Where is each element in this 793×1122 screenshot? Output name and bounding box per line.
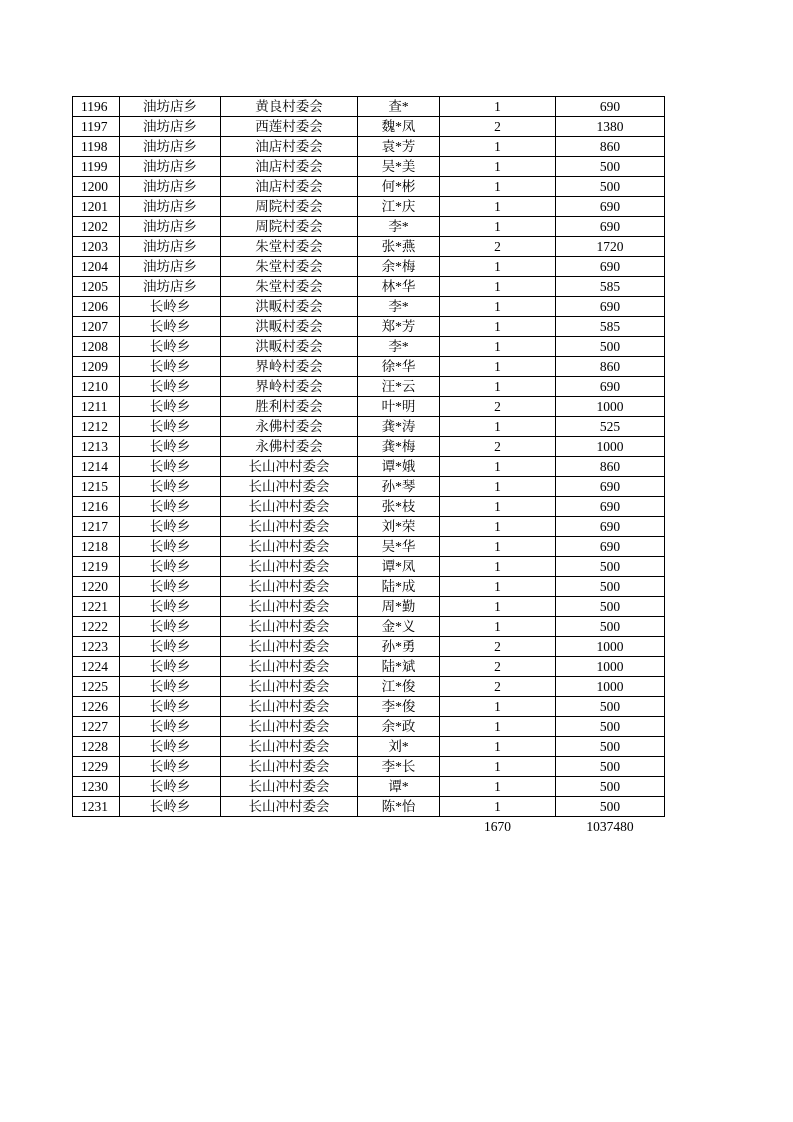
village-committee-cell: 界岭村委会 — [221, 377, 358, 397]
household-count-cell: 1 — [440, 717, 556, 737]
row-number: 1218 — [73, 537, 120, 557]
person-name-cell: 龚*梅 — [358, 437, 440, 457]
table-row — [73, 657, 665, 677]
township-cell: 长岭乡 — [120, 677, 221, 697]
person-name-cell: 江*俊 — [358, 677, 440, 697]
row-number: 1211 — [73, 397, 120, 417]
village-committee-cell: 油店村委会 — [221, 177, 358, 197]
table-row — [73, 297, 665, 317]
person-name-cell: 袁*芳 — [358, 137, 440, 157]
amount-cell: 500 — [556, 737, 665, 757]
village-committee-cell: 洪畈村委会 — [221, 317, 358, 337]
amount-cell: 690 — [556, 377, 665, 397]
table-row — [73, 237, 665, 257]
amount-cell: 1000 — [556, 657, 665, 677]
table-row — [73, 717, 665, 737]
row-number: 1225 — [73, 677, 120, 697]
village-committee-cell: 油店村委会 — [221, 157, 358, 177]
person-name-cell: 刘*荣 — [358, 517, 440, 537]
amount-cell: 860 — [556, 137, 665, 157]
table-row — [73, 397, 665, 417]
amount-cell: 690 — [556, 477, 665, 497]
village-committee-cell: 长山冲村委会 — [221, 797, 358, 817]
household-count-cell: 1 — [440, 517, 556, 537]
amount-cell: 500 — [556, 337, 665, 357]
person-name-cell: 何*彬 — [358, 177, 440, 197]
total-row — [73, 817, 665, 837]
person-name-cell: 李*俊 — [358, 697, 440, 717]
row-number: 1227 — [73, 717, 120, 737]
household-count-cell: 1 — [440, 337, 556, 357]
township-cell: 长岭乡 — [120, 457, 221, 477]
household-count-cell: 1 — [440, 277, 556, 297]
household-count-cell: 1 — [440, 417, 556, 437]
table-row — [73, 197, 665, 217]
person-name-cell: 汪*云 — [358, 377, 440, 397]
village-committee-cell: 洪畈村委会 — [221, 297, 358, 317]
person-name-cell: 龚*涛 — [358, 417, 440, 437]
amount-cell: 1000 — [556, 637, 665, 657]
village-committee-cell: 黄良村委会 — [221, 97, 358, 117]
total-amount: 1037480 — [586, 819, 634, 834]
household-count-cell: 2 — [440, 237, 556, 257]
row-number: 1204 — [73, 257, 120, 277]
person-name-cell: 张*燕 — [358, 237, 440, 257]
total-count: 1670 — [484, 819, 511, 834]
township-cell: 油坊店乡 — [120, 157, 221, 177]
household-count-cell: 2 — [440, 677, 556, 697]
amount-cell: 500 — [556, 597, 665, 617]
table-row — [73, 277, 665, 297]
township-cell: 长岭乡 — [120, 437, 221, 457]
row-number: 1215 — [73, 477, 120, 497]
table-row — [73, 437, 665, 457]
person-name-cell: 余*梅 — [358, 257, 440, 277]
township-cell: 长岭乡 — [120, 397, 221, 417]
township-cell: 油坊店乡 — [120, 217, 221, 237]
household-count-cell: 1 — [440, 357, 556, 377]
row-number: 1213 — [73, 437, 120, 457]
table-row — [73, 337, 665, 357]
row-number: 1212 — [73, 417, 120, 437]
township-cell: 长岭乡 — [120, 417, 221, 437]
township-cell: 油坊店乡 — [120, 177, 221, 197]
amount-cell: 500 — [556, 757, 665, 777]
amount-cell: 585 — [556, 317, 665, 337]
row-number: 1210 — [73, 377, 120, 397]
village-committee-cell: 朱堂村委会 — [221, 257, 358, 277]
amount-cell: 690 — [556, 197, 665, 217]
person-name-cell: 刘* — [358, 737, 440, 757]
table-row — [73, 557, 665, 577]
household-count-cell: 1 — [440, 97, 556, 117]
amount-cell: 1720 — [556, 237, 665, 257]
table-row — [73, 597, 665, 617]
amount-cell: 500 — [556, 577, 665, 597]
household-count-cell: 1 — [440, 197, 556, 217]
amount-cell: 585 — [556, 277, 665, 297]
township-cell: 长岭乡 — [120, 697, 221, 717]
table-row — [73, 537, 665, 557]
row-number: 1216 — [73, 497, 120, 517]
township-cell: 油坊店乡 — [120, 257, 221, 277]
table-row — [73, 257, 665, 277]
household-count-cell: 1 — [440, 157, 556, 177]
row-number: 1223 — [73, 637, 120, 657]
row-number: 1200 — [73, 177, 120, 197]
amount-cell: 690 — [556, 257, 665, 277]
row-number: 1198 — [73, 137, 120, 157]
row-number: 1230 — [73, 777, 120, 797]
township-cell: 长岭乡 — [120, 637, 221, 657]
person-name-cell: 金*义 — [358, 617, 440, 637]
township-cell: 长岭乡 — [120, 777, 221, 797]
household-count-cell: 1 — [440, 757, 556, 777]
township-cell: 长岭乡 — [120, 477, 221, 497]
table-body — [73, 97, 665, 817]
row-number: 1224 — [73, 657, 120, 677]
table-row — [73, 217, 665, 237]
person-name-cell: 吴*华 — [358, 537, 440, 557]
village-committee-cell: 长山冲村委会 — [221, 737, 358, 757]
household-count-cell: 1 — [440, 597, 556, 617]
household-count-cell: 1 — [440, 377, 556, 397]
table-row — [73, 637, 665, 657]
table-row — [73, 577, 665, 597]
amount-cell: 1000 — [556, 677, 665, 697]
row-number: 1229 — [73, 757, 120, 777]
row-number: 1226 — [73, 697, 120, 717]
person-name-cell: 陆*成 — [358, 577, 440, 597]
person-name-cell: 谭*娥 — [358, 457, 440, 477]
household-count-cell: 1 — [440, 577, 556, 597]
township-cell: 长岭乡 — [120, 317, 221, 337]
household-count-cell: 2 — [440, 437, 556, 457]
household-count-cell: 2 — [440, 637, 556, 657]
household-count-cell: 1 — [440, 297, 556, 317]
person-name-cell: 叶*明 — [358, 397, 440, 417]
amount-cell: 690 — [556, 97, 665, 117]
amount-cell: 690 — [556, 497, 665, 517]
township-cell: 长岭乡 — [120, 617, 221, 637]
table-row — [73, 777, 665, 797]
amount-cell: 525 — [556, 417, 665, 437]
row-number: 1205 — [73, 277, 120, 297]
village-committee-cell: 长山冲村委会 — [221, 517, 358, 537]
household-count-cell: 1 — [440, 697, 556, 717]
village-committee-cell: 界岭村委会 — [221, 357, 358, 377]
township-cell: 油坊店乡 — [120, 277, 221, 297]
township-cell: 油坊店乡 — [120, 137, 221, 157]
row-number: 1214 — [73, 457, 120, 477]
person-name-cell: 谭* — [358, 777, 440, 797]
person-name-cell: 李* — [358, 217, 440, 237]
village-committee-cell: 长山冲村委会 — [221, 557, 358, 577]
village-committee-cell: 周院村委会 — [221, 197, 358, 217]
table-row — [73, 517, 665, 537]
township-cell: 长岭乡 — [120, 337, 221, 357]
person-name-cell: 林*华 — [358, 277, 440, 297]
amount-cell: 690 — [556, 217, 665, 237]
table-row — [73, 757, 665, 777]
row-number: 1228 — [73, 737, 120, 757]
village-committee-cell: 西莲村委会 — [221, 117, 358, 137]
amount-cell: 690 — [556, 517, 665, 537]
township-cell: 长岭乡 — [120, 597, 221, 617]
row-number: 1231 — [73, 797, 120, 817]
township-cell: 长岭乡 — [120, 717, 221, 737]
township-cell: 油坊店乡 — [120, 237, 221, 257]
township-cell: 长岭乡 — [120, 517, 221, 537]
row-number: 1221 — [73, 597, 120, 617]
table-row — [73, 797, 665, 817]
person-name-cell: 孙*琴 — [358, 477, 440, 497]
row-number: 1209 — [73, 357, 120, 377]
household-count-cell: 1 — [440, 177, 556, 197]
township-cell: 长岭乡 — [120, 557, 221, 577]
total-spacer — [73, 817, 120, 837]
township-cell: 长岭乡 — [120, 377, 221, 397]
person-name-cell: 孙*勇 — [358, 637, 440, 657]
amount-cell: 500 — [556, 797, 665, 817]
row-number: 1203 — [73, 237, 120, 257]
village-committee-cell: 长山冲村委会 — [221, 617, 358, 637]
person-name-cell: 李*长 — [358, 757, 440, 777]
row-number: 1217 — [73, 517, 120, 537]
household-count-cell: 2 — [440, 117, 556, 137]
village-committee-cell: 长山冲村委会 — [221, 577, 358, 597]
data-table — [72, 96, 665, 836]
township-cell: 长岭乡 — [120, 497, 221, 517]
village-committee-cell: 长山冲村委会 — [221, 497, 358, 517]
village-committee-cell: 胜利村委会 — [221, 397, 358, 417]
village-committee-cell: 长山冲村委会 — [221, 677, 358, 697]
township-cell: 油坊店乡 — [120, 97, 221, 117]
table-row — [73, 177, 665, 197]
township-cell: 长岭乡 — [120, 657, 221, 677]
village-committee-cell: 长山冲村委会 — [221, 477, 358, 497]
township-cell: 长岭乡 — [120, 797, 221, 817]
total-spacer — [358, 817, 440, 837]
village-committee-cell: 长山冲村委会 — [221, 717, 358, 737]
village-committee-cell: 永佛村委会 — [221, 417, 358, 437]
household-count-cell: 2 — [440, 657, 556, 677]
person-name-cell: 余*政 — [358, 717, 440, 737]
household-count-cell: 2 — [440, 397, 556, 417]
person-name-cell: 吴*美 — [358, 157, 440, 177]
table-row — [73, 737, 665, 757]
table-row — [73, 357, 665, 377]
household-count-cell: 1 — [440, 257, 556, 277]
amount-cell: 500 — [556, 617, 665, 637]
village-committee-cell: 长山冲村委会 — [221, 657, 358, 677]
village-committee-cell: 朱堂村委会 — [221, 237, 358, 257]
person-name-cell: 魏*凤 — [358, 117, 440, 137]
amount-cell: 860 — [556, 457, 665, 477]
person-name-cell: 李* — [358, 297, 440, 317]
table-row — [73, 457, 665, 477]
person-name-cell: 李* — [358, 337, 440, 357]
row-number: 1208 — [73, 337, 120, 357]
amount-cell: 500 — [556, 177, 665, 197]
township-cell: 油坊店乡 — [120, 197, 221, 217]
person-name-cell: 徐*华 — [358, 357, 440, 377]
table-row — [73, 137, 665, 157]
row-number: 1222 — [73, 617, 120, 637]
township-cell: 长岭乡 — [120, 297, 221, 317]
table-row — [73, 497, 665, 517]
village-committee-cell: 长山冲村委会 — [221, 637, 358, 657]
table-row — [73, 157, 665, 177]
amount-cell: 860 — [556, 357, 665, 377]
person-name-cell: 张*枝 — [358, 497, 440, 517]
row-number: 1196 — [73, 97, 120, 117]
table-row — [73, 377, 665, 397]
person-name-cell: 陈*怡 — [358, 797, 440, 817]
village-committee-cell: 朱堂村委会 — [221, 277, 358, 297]
village-committee-cell: 洪畈村委会 — [221, 337, 358, 357]
household-count-cell: 1 — [440, 537, 556, 557]
township-cell: 长岭乡 — [120, 757, 221, 777]
village-committee-cell: 油店村委会 — [221, 137, 358, 157]
village-committee-cell: 周院村委会 — [221, 217, 358, 237]
person-name-cell: 周*勤 — [358, 597, 440, 617]
township-cell: 长岭乡 — [120, 537, 221, 557]
amount-cell: 690 — [556, 297, 665, 317]
row-number: 1199 — [73, 157, 120, 177]
household-count-cell: 1 — [440, 317, 556, 337]
household-count-cell: 1 — [440, 617, 556, 637]
table-row — [73, 317, 665, 337]
household-count-cell: 1 — [440, 777, 556, 797]
amount-cell: 500 — [556, 157, 665, 177]
amount-cell: 500 — [556, 777, 665, 797]
household-count-cell: 1 — [440, 497, 556, 517]
village-committee-cell: 长山冲村委会 — [221, 697, 358, 717]
household-count-cell: 1 — [440, 797, 556, 817]
amount-cell: 500 — [556, 717, 665, 737]
village-committee-cell: 永佛村委会 — [221, 437, 358, 457]
amount-cell: 690 — [556, 537, 665, 557]
total-spacer — [221, 817, 358, 837]
household-count-cell: 1 — [440, 457, 556, 477]
amount-cell: 500 — [556, 557, 665, 577]
household-count-cell: 1 — [440, 217, 556, 237]
table-row — [73, 117, 665, 137]
row-number: 1207 — [73, 317, 120, 337]
person-name-cell: 查* — [358, 97, 440, 117]
total-spacer — [120, 817, 221, 837]
household-count-cell: 1 — [440, 737, 556, 757]
row-number: 1206 — [73, 297, 120, 317]
amount-cell: 1000 — [556, 437, 665, 457]
township-cell: 长岭乡 — [120, 357, 221, 377]
township-cell: 长岭乡 — [120, 577, 221, 597]
household-count-cell: 1 — [440, 557, 556, 577]
table-row — [73, 97, 665, 117]
table-row — [73, 477, 665, 497]
row-number: 1220 — [73, 577, 120, 597]
row-number: 1202 — [73, 217, 120, 237]
township-cell: 油坊店乡 — [120, 117, 221, 137]
table-row — [73, 617, 665, 637]
village-committee-cell: 长山冲村委会 — [221, 597, 358, 617]
table-row — [73, 677, 665, 697]
table-row — [73, 697, 665, 717]
table-row — [73, 417, 665, 437]
person-name-cell: 江*庆 — [358, 197, 440, 217]
amount-cell: 1000 — [556, 397, 665, 417]
village-committee-cell: 长山冲村委会 — [221, 777, 358, 797]
amount-cell: 500 — [556, 697, 665, 717]
person-name-cell: 陆*斌 — [358, 657, 440, 677]
household-count-cell: 1 — [440, 477, 556, 497]
village-committee-cell: 长山冲村委会 — [221, 537, 358, 557]
row-number: 1201 — [73, 197, 120, 217]
household-count-cell: 1 — [440, 137, 556, 157]
amount-cell: 1380 — [556, 117, 665, 137]
person-name-cell: 郑*芳 — [358, 317, 440, 337]
row-number: 1219 — [73, 557, 120, 577]
township-cell: 长岭乡 — [120, 737, 221, 757]
person-name-cell: 谭*凤 — [358, 557, 440, 577]
village-committee-cell: 长山冲村委会 — [221, 757, 358, 777]
row-number: 1197 — [73, 117, 120, 137]
village-committee-cell: 长山冲村委会 — [221, 457, 358, 477]
